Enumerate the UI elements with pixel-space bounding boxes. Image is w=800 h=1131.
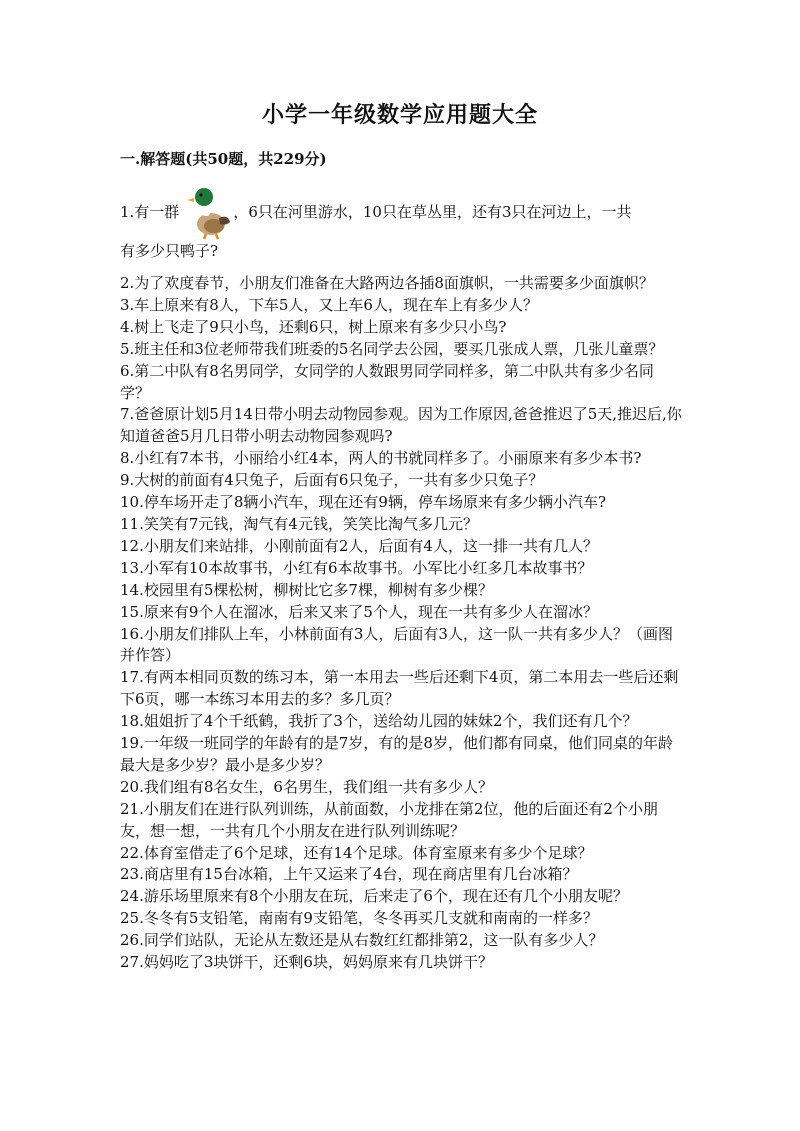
question-1-text-after: ，6只在河里游水，10只在草丛里，还有3只在河边上，一共 [233, 203, 632, 221]
question-item: 6.第二中队有8名男同学，女同学的人数跟男同学同样多，第二中队共有多少名同学？ [120, 361, 654, 402]
question-item: 10.停车场开走了8辆小汽车，现在还有9辆，停车场原来有多少辆小汽车? [120, 493, 606, 512]
question-item: 22.体育室借走了6个足球，还有14个足球。体育室原来有多少个足球？ [120, 843, 593, 862]
question-item: 25.冬冬有5支铅笔，南南有9支铅笔，冬冬再买几支就和南南的一样多？ [120, 909, 598, 928]
question-item: 18.姐姐折了4个千纸鹤，我折了3个，送给幼儿园的妹妹2个，我们还有几个？ [120, 712, 638, 731]
question-item: 24.游乐场里原来有8个小朋友在玩，后来走了6个，现在还有几个小朋友呢？ [120, 887, 628, 906]
question-item: 23.商店里有15台冰箱，上午又运来了4台，现在商店里有几台冰箱？ [120, 865, 578, 884]
question-item: 27.妈妈吃了3块饼干，还剩6块，妈妈原来有几块饼干？ [120, 953, 493, 972]
question-item: 16.小朋友们排队上车，小林前面有3人，后面有3人，这一队一共有多少人？（画图并作答） [120, 624, 673, 665]
question-1-line-2: 有多少只鸭子? [120, 242, 219, 260]
question-item: 11.笑笑有7元钱，淘气有4元钱，笑笑比淘气多几元？ [120, 514, 478, 533]
question-item: 20.我们组有8名女生，6名男生，我们组一共有多少人？ [120, 777, 493, 796]
question-item: 8.小红有7本书，小丽给小红4本，两人的书就同样多了。小丽原来有多少本书? [120, 449, 642, 468]
question-1-text-before: 1.有一群 [120, 203, 180, 221]
question-item: 9.大树的前面有4只兔子，后面有6只兔子，一共有多少只兔子？ [120, 471, 544, 490]
question-item: 2.为了欢度春节，小朋友们准备在大路两边各插8面旗帜，一共需要多少面旗帜？ [120, 274, 654, 292]
question-item: 26.同学们站队，无论从左数还是从右数红红都排第2，这一队有多少人？ [120, 931, 604, 950]
question-item: 14.校园里有5棵松树，柳树比它多7棵，柳树有多少棵？ [120, 580, 493, 599]
question-list [120, 273, 682, 974]
question-item: 19.一年级一班同学的年龄有的是7岁，有的是8岁，他们都有同桌，他们同桌的年龄最大是多少岁？最小是多少岁？ [120, 734, 673, 774]
question-item: 17.有两本相同页数的练习本，第一本用去一些后还剩下4页，第二本用去一些后还剩下6页，哪一本练习本用去的多？多几页？ [120, 668, 679, 709]
question-item: 12.小朋友们来站排，小刚前面有2人，后面有4人，这一排一共有几人？ [120, 536, 598, 555]
question-item: 15.原来有9个人在溜冰，后来又来了5个人，现在一共有多少人在溜冰？ [120, 602, 598, 621]
question-item: 4.树上飞走了9只小鸟，还剩6只，树上原来有多少只小鸟? [120, 317, 507, 336]
question-item: 21.小朋友们在进行队列训练，从前面数，小龙排在第2位，他的后面还有2个小朋友，想一想，一共有几个小朋友在进行队列训练呢？ [120, 799, 658, 840]
duck-icon [186, 184, 232, 240]
page-title: 小学一年级数学应用题大全 [261, 102, 538, 128]
question-item: 13.小军有10本故事书，小红有6本故事书。小军比小红多几本故事书？ [120, 558, 593, 577]
question-item: 5.班主任和3位老师带我们班委的5名同学去公园，要买几张成人票，几张儿童票？ [120, 339, 664, 358]
section-heading: 一.解答题(共50题，共229分) [120, 150, 327, 168]
question-item: 7.爸爸原计划5月14日带小明去动物园参观。因为工作原因,爸爸推迟了5天,推迟后,你知道爸爸5月几日带小明去动物园参观吗? [120, 405, 682, 446]
question-item: 3.车上原来有8人，下车5人，又上车6人，现在车上有多少人？ [120, 295, 538, 314]
